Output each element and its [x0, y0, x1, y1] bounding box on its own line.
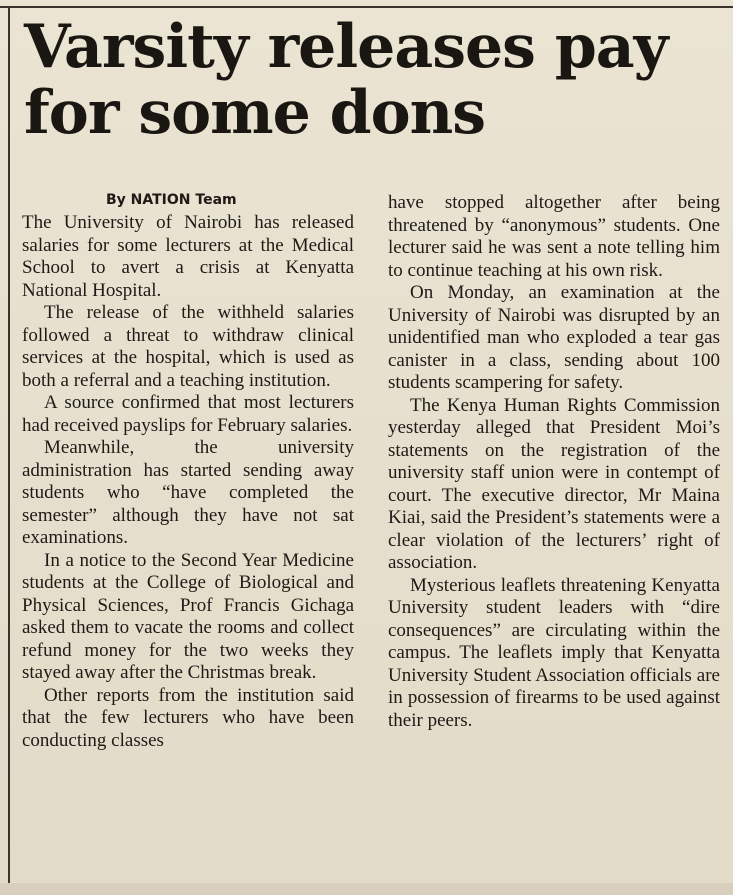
right-column [388, 192, 720, 732]
left-column [22, 212, 354, 752]
paragraph: Meanwhile, the university administration has started sending away students who “have completed the semester” although they have not sat examinations. [22, 437, 354, 548]
left-column-rule [8, 8, 10, 895]
paragraph: Other reports from the institution said that the few lecturers who have been conducting classes [22, 684, 354, 751]
paragraph: A source confirmed that most lecturers had received payslips for February salaries. [22, 392, 354, 436]
headline: Varsity releases pay for some dons [24, 12, 668, 148]
top-rule [0, 6, 733, 8]
byline: By NATION Team [106, 192, 237, 208]
paragraph: The University of Nairobi has released salaries for some lecturers at the Medical School to avert a crisis at Kenyatta National Hospital. [22, 212, 354, 301]
clipping-bottom-edge [0, 883, 733, 895]
paragraph: have stopped altogether after being threatened by “anonymous” students. One lecturer said he was sent a note telling him to continue teaching at his own risk. [388, 192, 720, 281]
paragraph: In a notice to the Second Year Medicine students at the College of Biological and Physical Sciences, Prof Francis Gichaga asked them to vacate the rooms and collect refund money for the two weeks they stayed away after the Christmas break. [22, 549, 354, 683]
paragraph: The Kenya Human Rights Commission yesterday alleged that President Moi’s statements on the registration of the university staff union were in contempt of court. The executive director, Mr Maina Kiai, said the President’s statements were a clear violation of the lecturers’ right of association. [388, 394, 720, 573]
paragraph: The release of the withheld salaries followed a threat to withdraw clinical services at the hospital, which is used as both a referral and a teaching institution. [22, 302, 354, 391]
paragraph: Mysterious leaflets threatening Kenyatta University student leaders with “dire consequences” are circulating within the campus. The leaflets imply that Kenyatta University Student Association officials are in possession of firearms to be used against their peers. [388, 574, 720, 731]
paragraph: On Monday, an examination at the University of Nairobi was disrupted by an unidentified man who exploded a tear gas canister in a class, sending about 100 students scampering for safety. [388, 282, 720, 393]
